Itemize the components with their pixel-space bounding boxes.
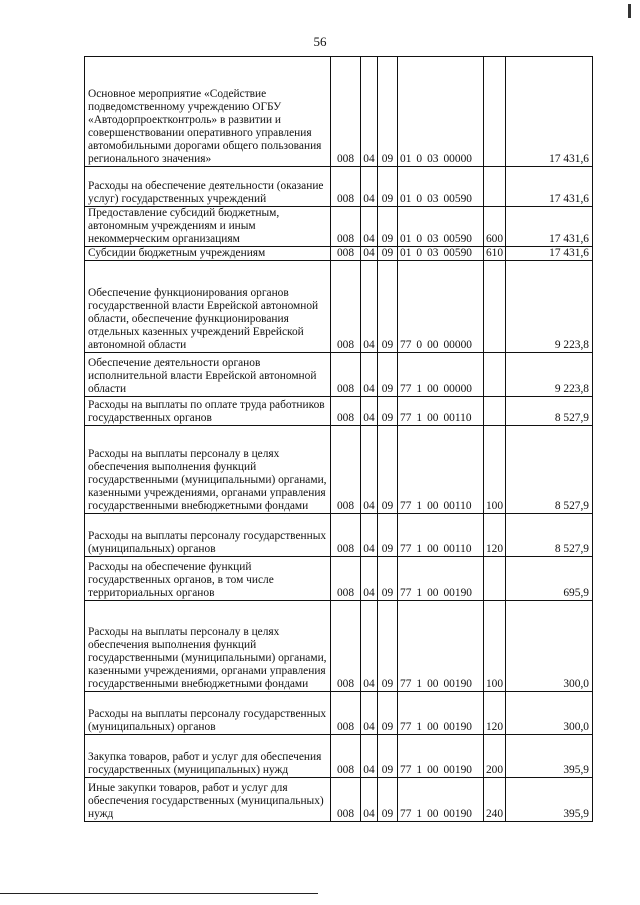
section-code	[361, 57, 378, 167]
direction-code: 00110	[443, 500, 472, 512]
row-name-text: Расходы на выплаты персоналу государственных (муниципальных) органов	[88, 708, 327, 733]
page-number: 56	[313, 34, 327, 49]
target-article-code	[398, 735, 484, 778]
row-name-text: Обеспечение деятельности органов исполнительной власти Еврейской автономной области	[88, 357, 317, 395]
event-code: 03	[427, 193, 439, 205]
program-code: 77	[400, 543, 412, 555]
table-row	[85, 397, 593, 426]
expense-type-code	[484, 514, 506, 557]
event-code: 03	[427, 247, 439, 259]
subsection-code-text: 09	[381, 247, 394, 259]
ministry-code	[331, 167, 361, 207]
subprogram-code: 0	[416, 247, 423, 259]
table-row	[85, 167, 593, 207]
event-code: 03	[427, 153, 439, 165]
expense-type-code	[484, 167, 506, 207]
amount-value	[506, 735, 593, 778]
table-row	[85, 557, 593, 601]
amount-value	[506, 397, 593, 426]
ministry-code-text: 008	[336, 383, 355, 395]
ministry-code-text: 008	[336, 247, 355, 259]
subprogram-code: 1	[416, 543, 423, 555]
ministry-code	[331, 57, 361, 167]
amount-value	[506, 57, 593, 167]
subsection-code	[378, 353, 398, 397]
target-article-code	[398, 353, 484, 397]
subsection-code-text: 09	[381, 721, 394, 733]
expense-type-code-text: 100	[485, 678, 504, 690]
row-name	[85, 261, 331, 353]
subsection-code-text: 09	[381, 500, 394, 512]
ministry-code-text: 008	[336, 808, 355, 820]
subsection-code	[378, 57, 398, 167]
amount-value-text: 17 431,6	[549, 233, 589, 245]
amount-value-text: 395,9	[563, 764, 589, 776]
row-name-text: Иные закупки товаров, работ и услуг для обеспечения государственных (муниципальных) нужд	[88, 782, 324, 820]
ministry-code-text: 008	[336, 543, 355, 555]
row-name-text: Расходы на выплаты персоналу в целях обеспечения выполнения функций государственными (муниципальными) органами, казенными учреждениями, органами управления государственными внебюджетными фондами	[88, 448, 327, 512]
section-code-text: 04	[363, 339, 375, 351]
table-row	[85, 778, 593, 822]
amount-value	[506, 353, 593, 397]
amount-value	[506, 167, 593, 207]
table-row	[85, 207, 593, 247]
expense-type-code	[484, 207, 506, 247]
amount-value-text: 300,0	[563, 678, 589, 690]
subprogram-code: 0	[416, 233, 423, 245]
section-code-text: 04	[363, 808, 375, 820]
direction-code: 00190	[443, 764, 472, 776]
program-code: 01	[400, 193, 412, 205]
target-article-code	[398, 778, 484, 822]
target-article-code	[398, 514, 484, 557]
amount-value	[506, 261, 593, 353]
ministry-code-text: 008	[336, 587, 355, 599]
expense-type-code	[484, 692, 506, 735]
amount-value	[506, 514, 593, 557]
subsection-code	[378, 557, 398, 601]
section-code-text: 04	[363, 153, 375, 165]
event-code: 00	[427, 678, 439, 690]
expense-type-code	[484, 778, 506, 822]
subsection-code	[378, 514, 398, 557]
direction-code: 00590	[443, 247, 472, 259]
section-code	[361, 397, 378, 426]
amount-value-text: 9 223,8	[554, 383, 589, 395]
expense-type-code	[484, 353, 506, 397]
subsection-code-text: 09	[381, 764, 394, 776]
subsection-code	[378, 778, 398, 822]
direction-code: 00190	[443, 808, 472, 820]
section-code	[361, 557, 378, 601]
section-code	[361, 778, 378, 822]
subsection-code	[378, 261, 398, 353]
footer-rule	[0, 893, 318, 894]
row-name	[85, 601, 331, 692]
row-name-text: Расходы на выплаты по оплате труда работников государственных органов	[88, 399, 325, 424]
program-code: 77	[400, 587, 412, 599]
subsection-code-text: 09	[381, 543, 394, 555]
subsection-code	[378, 167, 398, 207]
subsection-code	[378, 397, 398, 426]
subprogram-code: 1	[416, 500, 423, 512]
direction-code: 00190	[443, 678, 472, 690]
target-article-code	[398, 426, 484, 514]
ministry-code	[331, 426, 361, 514]
ministry-code	[331, 514, 361, 557]
amount-value	[506, 247, 593, 261]
amount-value-text: 17 431,6	[549, 193, 589, 205]
expense-type-code-text: 240	[485, 808, 504, 820]
program-code: 77	[400, 678, 412, 690]
scan-edge-mark	[628, 4, 631, 18]
subprogram-code: 1	[416, 808, 423, 820]
ministry-code-text: 008	[336, 193, 355, 205]
subsection-code-text: 09	[381, 233, 394, 245]
row-name	[85, 353, 331, 397]
expense-type-code-text: 120	[485, 721, 504, 733]
expense-type-code	[484, 261, 506, 353]
section-code	[361, 735, 378, 778]
ministry-code-text: 008	[336, 153, 355, 165]
section-code-text: 04	[363, 383, 375, 395]
ministry-code-text: 008	[336, 412, 355, 424]
subsection-code-text: 09	[381, 339, 394, 351]
table-row	[85, 261, 593, 353]
subprogram-code: 1	[416, 412, 423, 424]
program-code: 77	[400, 383, 412, 395]
section-code-text: 04	[363, 247, 375, 259]
expense-type-code	[484, 426, 506, 514]
event-code: 03	[427, 233, 439, 245]
direction-code: 00190	[443, 587, 472, 599]
section-code-text: 04	[363, 193, 375, 205]
row-name	[85, 207, 331, 247]
row-name	[85, 557, 331, 601]
amount-value	[506, 426, 593, 514]
ministry-code	[331, 207, 361, 247]
expense-type-code-text: 600	[485, 233, 504, 245]
row-name	[85, 778, 331, 822]
table-row	[85, 247, 593, 261]
direction-code: 00110	[443, 412, 472, 424]
event-code: 00	[427, 339, 439, 351]
event-code: 00	[427, 383, 439, 395]
row-name-text: Основное мероприятие «Содействие подведомственному учреждению ОГБУ «Автодорпроектконтроль» в развитии и совершенствовании оперативного управления автомобильными дорогами общего пользования регионального значения»	[88, 88, 322, 165]
section-code-text: 04	[363, 233, 375, 245]
expense-type-code-text: 200	[485, 764, 504, 776]
expense-type-code-text: 120	[485, 543, 504, 555]
amount-value	[506, 778, 593, 822]
direction-code: 00000	[443, 339, 472, 351]
row-name-text: Закупка товаров, работ и услуг для обеспечения государственных (муниципальных) нужд	[88, 751, 322, 776]
row-name	[85, 426, 331, 514]
subprogram-code: 0	[416, 193, 423, 205]
subsection-code-text: 09	[381, 412, 394, 424]
event-code: 00	[427, 764, 439, 776]
subsection-code	[378, 601, 398, 692]
amount-value-text: 695,9	[563, 587, 589, 599]
row-name	[85, 247, 331, 261]
event-code: 00	[427, 587, 439, 599]
row-name-text: Расходы на обеспечение функций государственных органов, в том числе территориальных органов	[88, 561, 274, 599]
ministry-code	[331, 261, 361, 353]
direction-code: 00110	[443, 543, 472, 555]
section-code	[361, 353, 378, 397]
ministry-code	[331, 397, 361, 426]
ministry-code-text: 008	[336, 721, 355, 733]
subprogram-code: 0	[416, 339, 423, 351]
table-row	[85, 692, 593, 735]
section-code	[361, 514, 378, 557]
amount-value-text: 17 431,6	[549, 247, 589, 259]
row-name	[85, 514, 331, 557]
ministry-code	[331, 601, 361, 692]
table-row	[85, 353, 593, 397]
row-name	[85, 167, 331, 207]
row-name-text: Расходы на выплаты персоналу в целях обеспечения выполнения функций государственными (муниципальными) органами, казенными учреждениями, органами управления государственными внебюджетными фондами	[88, 626, 327, 690]
program-code: 01	[400, 247, 412, 259]
event-code: 00	[427, 412, 439, 424]
event-code: 00	[427, 808, 439, 820]
subsection-code	[378, 426, 398, 514]
amount-value-text: 8 527,9	[554, 543, 589, 555]
program-code: 77	[400, 500, 412, 512]
section-code	[361, 261, 378, 353]
subsection-code-text: 09	[381, 153, 394, 165]
target-article-code	[398, 261, 484, 353]
amount-value	[506, 692, 593, 735]
section-code	[361, 601, 378, 692]
ministry-code	[331, 353, 361, 397]
target-article-code	[398, 167, 484, 207]
ministry-code-text: 008	[336, 678, 355, 690]
amount-value-text: 8 527,9	[554, 412, 589, 424]
amount-value-text: 17 431,6	[549, 153, 589, 165]
table-row	[85, 57, 593, 167]
amount-value	[506, 207, 593, 247]
target-article-code	[398, 247, 484, 261]
expense-type-code	[484, 397, 506, 426]
section-code-text: 04	[363, 412, 375, 424]
section-code-text: 04	[363, 721, 375, 733]
ministry-code	[331, 692, 361, 735]
subsection-code-text: 09	[381, 678, 394, 690]
amount-value-text: 8 527,9	[554, 500, 589, 512]
section-code-text: 04	[363, 764, 375, 776]
expense-type-code-text: 100	[485, 500, 504, 512]
program-code: 77	[400, 808, 412, 820]
program-code: 77	[400, 764, 412, 776]
expense-type-code	[484, 601, 506, 692]
target-article-code	[398, 57, 484, 167]
ministry-code-text: 008	[336, 339, 355, 351]
direction-code: 00590	[443, 233, 472, 245]
expense-type-code	[484, 247, 506, 261]
target-article-code	[398, 601, 484, 692]
budget-table-body	[85, 57, 593, 822]
direction-code: 00000	[443, 383, 472, 395]
subsection-code-text: 09	[381, 193, 394, 205]
row-name	[85, 57, 331, 167]
subprogram-code: 1	[416, 678, 423, 690]
subprogram-code: 1	[416, 721, 423, 733]
subsection-code	[378, 692, 398, 735]
ministry-code-text: 008	[336, 500, 355, 512]
row-name-text: Обеспечение функционирования органов государственной власти Еврейской автономной области, обеспечение функционирования отдельных казенных учреждений Еврейской автономной области	[88, 287, 319, 351]
direction-code: 00190	[443, 721, 472, 733]
ministry-code	[331, 557, 361, 601]
subsection-code-text: 09	[381, 808, 394, 820]
direction-code: 00000	[443, 153, 472, 165]
program-code: 77	[400, 412, 412, 424]
amount-value-text: 395,9	[563, 808, 589, 820]
section-code	[361, 692, 378, 735]
amount-value-text: 9 223,8	[554, 339, 589, 351]
amount-value	[506, 557, 593, 601]
amount-value	[506, 601, 593, 692]
row-name-text: Субсидии бюджетным учреждениям	[88, 247, 266, 259]
direction-code: 00590	[443, 193, 472, 205]
subprogram-code: 1	[416, 764, 423, 776]
section-code	[361, 207, 378, 247]
row-name-text: Предоставление субсидий бюджетным, автономным учреждениям и иным некоммерческим организациям	[88, 207, 280, 245]
ministry-code-text: 008	[336, 764, 355, 776]
subprogram-code: 0	[416, 153, 423, 165]
section-code	[361, 426, 378, 514]
table-row	[85, 601, 593, 692]
subsection-code-text: 09	[381, 383, 394, 395]
row-name	[85, 692, 331, 735]
event-code: 00	[427, 500, 439, 512]
event-code: 00	[427, 543, 439, 555]
subsection-code-text: 09	[381, 587, 394, 599]
section-code-text: 04	[363, 543, 375, 555]
program-code: 01	[400, 153, 412, 165]
program-code: 01	[400, 233, 412, 245]
section-code-text: 04	[363, 678, 375, 690]
subprogram-code: 1	[416, 383, 423, 395]
program-code: 77	[400, 721, 412, 733]
expense-type-code	[484, 57, 506, 167]
budget-table	[84, 56, 593, 822]
expense-type-code-text: 610	[485, 247, 504, 259]
table-row	[85, 426, 593, 514]
event-code: 00	[427, 721, 439, 733]
subsection-code	[378, 247, 398, 261]
target-article-code	[398, 207, 484, 247]
table-row	[85, 735, 593, 778]
section-code	[361, 167, 378, 207]
subsection-code	[378, 735, 398, 778]
section-code-text: 04	[363, 587, 375, 599]
row-name-text: Расходы на выплаты персоналу государственных (муниципальных) органов	[88, 530, 327, 555]
target-article-code	[398, 692, 484, 735]
subprogram-code: 1	[416, 587, 423, 599]
row-name-text: Расходы на обеспечение деятельности (оказание услуг) государственных учреждений	[88, 180, 324, 205]
ministry-code	[331, 778, 361, 822]
ministry-code-text: 008	[336, 233, 355, 245]
section-code	[361, 247, 378, 261]
subsection-code	[378, 207, 398, 247]
expense-type-code	[484, 735, 506, 778]
expense-type-code	[484, 557, 506, 601]
row-name	[85, 397, 331, 426]
section-code-text: 04	[363, 500, 375, 512]
amount-value-text: 300,0	[563, 721, 589, 733]
row-name	[85, 735, 331, 778]
program-code: 77	[400, 339, 412, 351]
target-article-code	[398, 397, 484, 426]
ministry-code	[331, 247, 361, 261]
ministry-code	[331, 735, 361, 778]
table-row	[85, 514, 593, 557]
target-article-code	[398, 557, 484, 601]
